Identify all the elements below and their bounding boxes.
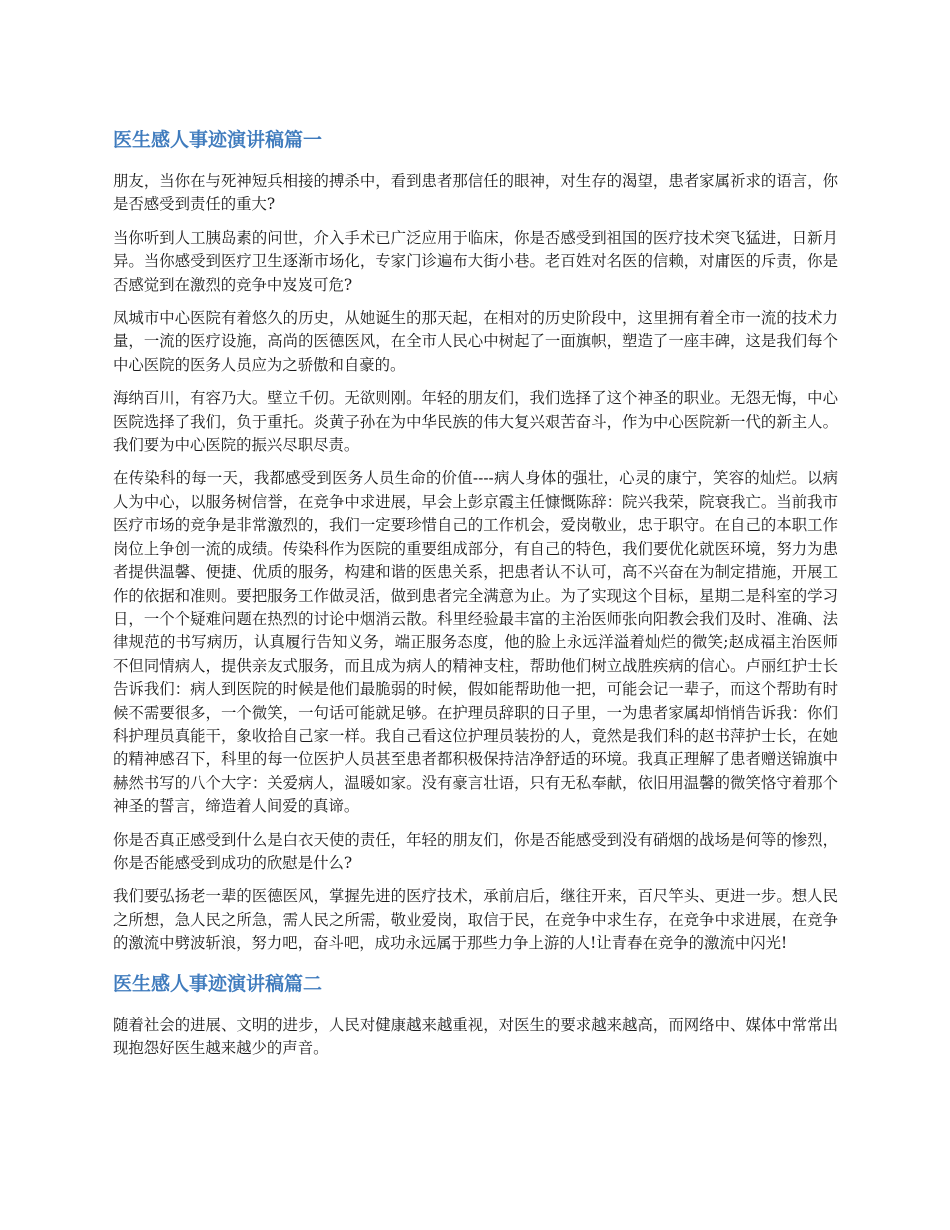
section-heading-1: 医生感人事迹演讲稿篇一 [113,129,323,151]
paragraph: 我们要弘扬老一辈的医德医风，掌握先进的医疗技术，承前启后，继往开来，百尺竿头、更进一步。想人民之所想，急人民之所急，需人民之所需，敬业爱岗，取信于民，在竞争中求生存，在竞争中求进展，在竞争的激流中劈波斩浪，努力吧，奋斗吧，成功永远属于那些力争上游的人!让青春在竞争的激流中闪光! [113,887,838,953]
paragraph: 凤城市中心医院有着悠久的历史，从她诞生的那天起，在相对的历史阶段中，这里拥有着全市一流的技术力量，一流的医疗设施，高尚的医德医风，在全市人民心中树起了一面旗帜，塑造了一座丰碑，这是我们每个中心医院的医务人员应为之骄傲和自豪的。 [113,309,838,374]
paragraph: 海纳百川，有容乃大。壁立千仞。无欲则刚。年轻的朋友们，我们选择了这个神圣的职业。无怨无悔，中心医院选择了我们，负于重托。炎黄子孙在为中华民族的伟大复兴艰苦奋斗，作为中心医院新一代的新主人。我们要为中心医院的振兴尽职尽责。 [113,389,838,455]
paragraph: 当你听到人工胰岛素的问世，介入手术已广泛应用于临床，你是否感受到祖国的医疗技术突飞猛进，日新月异。当你感受到医疗卫生逐渐市场化，专家门诊遍布大街小巷。老百姓对名医的信赖，对庸医的斥责，你是否感觉到在激烈的竞争中岌岌可危? [113,228,838,294]
paragraph: 你是否真正感受到什么是白衣天使的责任，年轻的朋友们，你是否能感受到没有硝烟的战场是何等的惨烈，你是否能感受到成功的欣慰是什么? [113,830,838,872]
section-heading-2: 医生感人事迹演讲稿篇二 [113,972,323,995]
paragraph: 随着社会的进展、文明的进步，人民对健康越来越重视，对医生的要求越来越高，而网络中、媒体中常常出现抱怨好医生越来越少的声音。 [113,1015,838,1057]
paragraph: 在传染科的每一天，我都感受到医务人员生命的价值----病人身体的强壮，心灵的康宁，笑容的灿烂。以病人为中心，以服务树信誉，在竞争中求进展，早会上彭京霞主任慷慨陈辞：院兴我荣，院衰我亡。当前我市医疗市场的竞争是非常激烈的，我们一定要珍惜自己的工作机会，爱岗敬业，忠于职守。在自己的本职工作岗位上争创一流的成绩。传染科作为医院的重要组成部分，有自己的特色，我们要优化就医环境，努力为患者提供温馨、便捷、优质的服务，构建和谐的医患关系，把患者认不认可，高不兴奋在为制定措施，开展工作的依据和准则。要把服务工作做灵活，做到患者完全满意为止。为了实现这个目标，星期二是科室的学习日，一个个疑难问题在热烈的讨论中烟消云散。科里经验最丰富的主治医师张向阳教会我们及时、准确、法律规范的书写病历，认真履行告知义务，端正服务态度，他的脸上永远洋溢着灿烂的微笑;赵成福主治医师不但同情病人，提供亲友式服务，而且成为病人的精神支柱，帮助他们树立战胜疾病的信心。卢丽红护士长告诉我们：病人到医院的时候是他们最脆弱的时候，假如能帮助他一把，可能会记一辈子，而这个帮助有时候不需要很多，一个微笑，一句话可能就足够。在护理员辞职的日子里，一为患者家属却悄悄告诉我：你们科护理员真能干，象收拾自己家一样。我自己看这位护理员装扮的人，竟然是我们科的赵书萍护士长，在她的精神感召下，科里的每一位医护人员甚至患者都积极保持洁净舒适的环境。我真正理解了患者赠送锦旗中赫然书写的八个大字：关爱病人，温暖如家。没有豪言壮语，只有无私奉献，依旧用温馨的微笑恪守着那个神圣的誓言，缔造着人间爱的真谛。 [113,469,838,816]
paragraph: 朋友，当你在与死神短兵相接的搏杀中，看到患者那信任的眼神，对生存的渴望，患者家属祈求的语言，你是否感受到责任的重大? [113,172,838,214]
